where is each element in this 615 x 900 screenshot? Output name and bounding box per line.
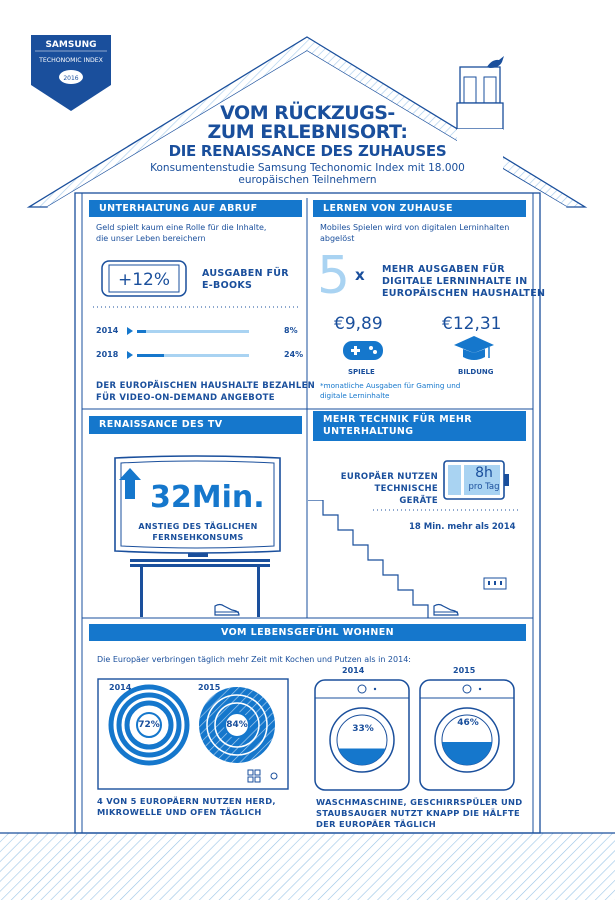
badge-index: TECHONOMIC INDEX: [39, 57, 103, 64]
badge-year: 2016: [63, 75, 79, 82]
title-line-2: ZUM ERLEBNISORT:: [207, 121, 408, 143]
section-heading-entertainment: UNTERHALTUNG AUF ABRUF: [89, 200, 302, 217]
subtitle-line-1: Konsumentenstudie Samsung Techonomic Index mit 18.000: [150, 162, 465, 174]
smartphone-icon: [100, 259, 190, 299]
title-line-1: VOM RÜCKZUGS-: [220, 102, 395, 124]
section-heading-tech: MEHR TECHNIK FÜR MEHR UNTERHALTUNG: [313, 411, 526, 441]
section-heading-learning: LERNEN VON ZUHAUSE: [313, 200, 526, 217]
badge-brand: SAMSUNG: [45, 40, 97, 50]
dotted-divider: [93, 302, 303, 312]
section-heading-living: VOM LEBENSGEFÜHL WOHNEN: [89, 624, 526, 641]
washing-machine-2015: [418, 678, 518, 794]
multiplier-value: 5: [317, 246, 351, 306]
graduation-cap-icon: [452, 334, 496, 364]
ebook-label: AUSGABEN FÜR E-BOOKS: [202, 268, 289, 291]
stove-year-2014: 2014: [109, 683, 132, 692]
play-icon: [127, 327, 133, 335]
education-label: BILDUNG: [458, 368, 494, 376]
tv-value: 32Min.: [150, 480, 265, 515]
games-label: SPIELE: [348, 368, 375, 376]
ebook-value: +12%: [117, 270, 171, 290]
stove-percent-2015: 84%: [226, 720, 248, 730]
washing-machine-2014: [313, 678, 413, 794]
stove-percent-2014: 72%: [138, 720, 160, 730]
education-value: €12,31: [442, 314, 502, 334]
stove-year-2015: 2015: [198, 683, 221, 692]
multiplier-x: x: [355, 266, 365, 284]
washer-percent-2015: 46%: [457, 718, 479, 728]
vod-label: DER EUROPÄISCHEN HAUSHALTE BEZAHLEN FÜR VIDEO-ON-DEMAND ANGEBOTE: [96, 381, 316, 403]
progress-fill: [137, 354, 164, 357]
progress-track: [137, 330, 249, 333]
samsung-badge: [29, 33, 113, 113]
learning-desc: MEHR AUSGABEN FÜR DIGITALE LERNINHALTE IN EUROPÄISCHEN HAUSHALTEN: [382, 264, 546, 299]
washer-caption: WASCHMASCHINE, GESCHIRRSPÜLER UND STAUBSAUGER NUTZT KNAPP DIE HÄLFTE DER EUROPÄER TÄGLICH: [316, 797, 523, 829]
washer-year-2015: 2015: [453, 666, 476, 675]
learning-footnote: *monatliche Ausgaben für Gaming und digitale Lerninhalte: [320, 381, 461, 400]
vod-row-2014: 2014 8%: [96, 326, 298, 335]
staircase: [308, 500, 508, 618]
hours-value: 8h: [475, 465, 493, 481]
vod-row-2018: 2018 24%: [96, 350, 304, 359]
page-title: [150, 104, 465, 186]
vod-rows: [96, 326, 306, 366]
learning-intro: Mobiles Spielen wird von digitalen Lerninhalten abgelöst: [320, 223, 510, 243]
section-heading-tv: RENAISSANCE DES TV: [89, 416, 302, 434]
tv-label: ANSTIEG DES TÄGLICHEN FERNSEHKONSUMS: [138, 522, 258, 542]
sneaker-icon: [212, 600, 242, 618]
games-value: €9,89: [334, 314, 383, 334]
title-line-3: DIE RENAISSANCE DES ZUHAUSES: [168, 142, 447, 160]
stove-caption: 4 VON 5 EUROPÄERN NUTZEN HERD, MIKROWELLE UND OFEN TÄGLICH: [97, 796, 276, 817]
entertainment-intro: Geld spielt kaum eine Rolle für die Inhalte, die unser Leben bereichern: [96, 223, 267, 243]
progress-fill: [137, 330, 146, 333]
tech-more: 18 Min. mehr als 2014: [409, 522, 516, 532]
play-icon: [127, 351, 133, 359]
tech-label: EUROPÄER NUTZEN TECHNISCHE GERÄTE: [340, 472, 438, 506]
washer-year-2014: 2014: [342, 666, 365, 675]
gamepad-icon: [341, 337, 387, 365]
stove-illustration: [96, 677, 292, 793]
sneaker-icon: [431, 600, 461, 618]
washer-percent-2014: 33%: [352, 724, 374, 734]
subtitle-line-2: europäischen Teilnehmern: [238, 174, 377, 186]
living-intro: Die Europäer verbringen täglich mehr Zeit mit Kochen und Putzen als in 2014:: [97, 655, 411, 664]
per-day-label: pro Tag: [468, 482, 500, 492]
